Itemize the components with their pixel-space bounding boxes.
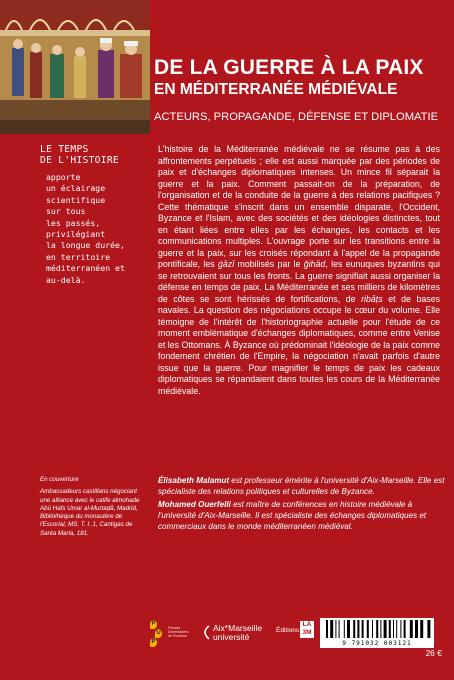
summary-text: mobilisés par le	[234, 259, 304, 270]
collection-description: apporte un éclairage scientifique sur tous les passés, privilégiant la longue durée, en territoire méditerranéen et au-delà.	[46, 172, 125, 285]
summary-text: et de bases navales. La question des négociations occupe le cœur du volume. Elle témoigne de l'intérêt de l'historiographie actuelle pour l'étude de ce moment emblématique d'échanges diplomatiques, comme entre Venise et les Ottomans. À Byzance où prédominait l'idéologie de la paix comme fondement chrétien de l'Empire, la négociation n'avait parfois d'autre issue que la guerre. Pour magnifier le temps de paix les cadeaux diplomatiques se répandaient dans toutes les cours de la Méditerranée médiévale.	[158, 293, 440, 396]
barcode-bar	[384, 620, 387, 638]
amu-name-bottom: université	[213, 632, 250, 642]
barcode-bar	[372, 620, 373, 638]
author-bio	[158, 476, 446, 498]
collection-title: LE TEMPS DE L'HISTOIRE	[40, 144, 119, 166]
barcode-bar	[400, 620, 401, 638]
summary-term-ribats: ribāṭs	[361, 293, 383, 304]
barcode-bar	[357, 620, 359, 638]
book-tagline: ACTEURS, PROPAGANDE, DÉFENSE ET DIPLOMATIE	[154, 111, 439, 123]
la3m-logo	[300, 621, 314, 638]
pup-name: Presses Universitaires de Provence	[168, 626, 189, 638]
price: 26 €	[425, 648, 442, 658]
cover-miniature-image	[0, 0, 150, 134]
la3m-top: LA	[302, 621, 312, 628]
barcode-bar	[420, 620, 423, 638]
caption-heading: En couverture	[40, 476, 79, 483]
amu-name-top: Aix*Marseille	[213, 623, 263, 633]
barcode-bar	[326, 620, 328, 638]
back-cover-summary	[158, 144, 440, 397]
barcode-bar	[362, 620, 364, 638]
book-title: DE LA GUERRE À LA PAIX	[154, 56, 424, 79]
barcode-bar	[380, 620, 381, 638]
author-bio	[158, 500, 446, 533]
amu-arc-icon	[200, 625, 211, 640]
pup-letter: U	[156, 630, 161, 636]
barcode-bar	[389, 620, 391, 638]
barcode-bar	[367, 620, 369, 638]
barcode-bar	[344, 620, 345, 638]
summary-text: , les eunuques byzantins qui se retrouvaient sur tous les fronts. La guerre signifiait aussi organiser la défense en temps de paix. La Méditerranée et ses milliers de kilomètres de côtes se sont hérissés de fortifications, de	[158, 259, 440, 304]
caption-text: Ambassadeurs castillans négociant une alliance avec le calife almohade Abū Hafs Umar al-Murtaḍā, Madrid, Bibliothèque du monastère de l'Escorial, MS. T. I. 1, Cantigas de Santa Maria, 181.	[40, 488, 140, 537]
editions-label: Éditions	[276, 627, 300, 634]
author-description: est professeur émérite à l'université d'Aix-Marseille. Elle est spécialiste des relations politiques et culturelles de Byzance.	[158, 476, 445, 496]
publisher-logos	[150, 620, 450, 650]
barcode-bar	[404, 620, 406, 638]
book-subtitle: EN MÉDITERRANÉE MÉDIÉVALE	[154, 81, 398, 98]
summary-text: L'histoire de la Méditerranée médiévale ne se résume pas à des affrontements perpétuels ; elle est aussi marquée par des périodes de paix et d'échanges diplomatiques intenses. Un mince fil séparait la guerre et la paix. Comment passait-on de la préparation, de l'organisation et de la conduite de la guerre à des relations pacifiques ? Cette thématique s'inscrit dans un ensemble disparate, l'Occident, Byzance et l'Islam, avec des sociétés et des idéologies distinctes, tout en étant liées entre elles par les échanges, les contacts et les communications multiples. L'ouvrage porte sur les transitions entre la guerre et la paix, sur les croisés répondant à l'appel de la propagande pontificale, les	[158, 144, 440, 270]
author-description: est maître de conférences en histoire médiévale à l'université d'Aix-Marseille. Il est spécialiste des échanges diplomatiques et commerciaux dans le monde méditerranéen médiéval.	[158, 499, 427, 531]
la3m-bottom: 3M	[302, 629, 312, 636]
title-block	[154, 56, 450, 124]
barcode-bar	[415, 620, 418, 638]
summary-term-gazi: ġāzī	[218, 259, 235, 270]
barcode-bar	[410, 620, 413, 638]
barcode-bar	[347, 620, 350, 638]
barcode-bar	[330, 620, 333, 638]
pup-letter: P	[151, 639, 156, 645]
barcode-bar	[393, 620, 394, 638]
barcode-bar	[376, 620, 378, 638]
cover-caption	[40, 476, 148, 542]
author-bios	[158, 476, 446, 535]
barcode-bar	[427, 620, 430, 638]
pup-logo-icon	[150, 620, 166, 648]
pup-letter: P	[151, 621, 156, 627]
barcode-bar	[339, 620, 340, 638]
author-name: Élisabeth Malamut	[158, 476, 230, 485]
barcode-bars-icon	[320, 620, 434, 642]
isbn-digits: 9 791032 003121	[342, 640, 412, 647]
collection-blurb	[40, 144, 140, 286]
barcode-bar	[396, 620, 397, 638]
barcode-bar	[353, 620, 355, 638]
barcode-bar	[335, 620, 336, 638]
isbn-barcode	[320, 618, 434, 648]
summary-term-gihad: ǧihād	[303, 259, 326, 270]
author-name: Mohamed Ouerfelli	[158, 499, 231, 509]
